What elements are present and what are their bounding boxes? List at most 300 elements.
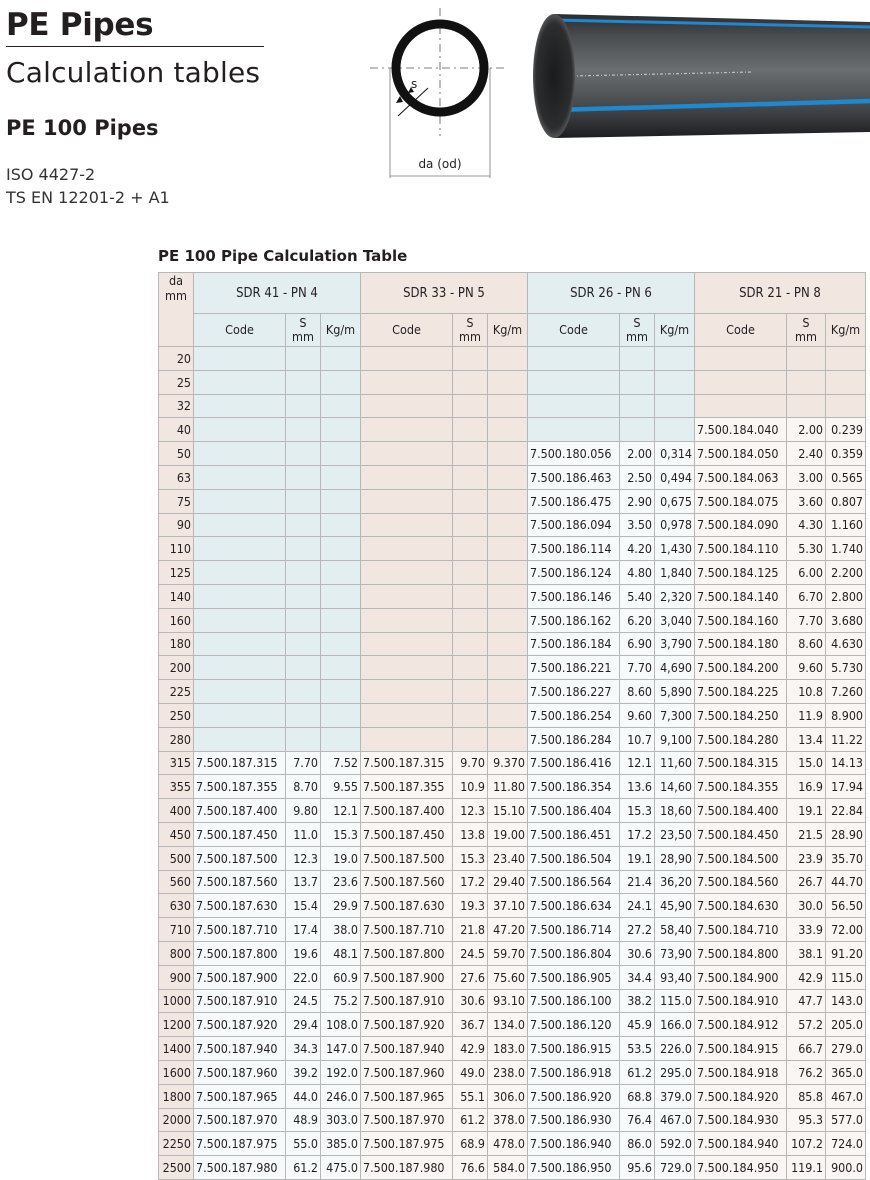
kg-m-cell: 5,890 xyxy=(655,680,695,704)
s-mm-cell xyxy=(620,370,655,394)
kg-m-cell: 60.9 xyxy=(321,965,361,989)
s-mm-cell: 33.9 xyxy=(787,918,826,942)
da-column-header xyxy=(159,273,194,347)
kg-m-cell: 14.13 xyxy=(826,751,866,775)
kg-m-cell: 9,100 xyxy=(655,727,695,751)
code-cell: 7.500.186.475 xyxy=(528,489,620,513)
da-header-unit: mm xyxy=(165,288,187,303)
s-mm-cell: 4.20 xyxy=(620,537,655,561)
s-mm-cell xyxy=(286,608,321,632)
kg-m-cell: 29.9 xyxy=(321,894,361,918)
kg-m-cell xyxy=(321,680,361,704)
s-mm-cell xyxy=(453,394,488,418)
table-row xyxy=(159,1084,866,1108)
da-cell: 225 xyxy=(159,680,194,704)
s-mm-cell: 57.2 xyxy=(787,1013,826,1037)
kg-m-cell: 7,300 xyxy=(655,703,695,727)
code-cell xyxy=(528,418,620,442)
s-mm-cell xyxy=(286,465,321,489)
code-cell xyxy=(194,537,286,561)
kg-m-cell xyxy=(488,632,528,656)
s-mm-cell xyxy=(453,632,488,656)
s-mm-cell: 38.2 xyxy=(620,989,655,1013)
kg-m-cell: 4.630 xyxy=(826,632,866,656)
s-mm-cell: 15.4 xyxy=(286,894,321,918)
s-mm-cell: 53.5 xyxy=(620,1037,655,1061)
code-cell xyxy=(194,727,286,751)
s-mm-cell xyxy=(286,584,321,608)
kg-m-cell xyxy=(655,347,695,371)
kg-m-cell xyxy=(488,418,528,442)
s-mm-cell xyxy=(286,561,321,585)
s-mm-cell: 10.7 xyxy=(620,727,655,751)
kg-m-cell: 19.00 xyxy=(488,822,528,846)
code-cell: 7.500.186.918 xyxy=(528,1060,620,1084)
s-mm-cell: 4.80 xyxy=(620,561,655,585)
s-mm-cell: 8.60 xyxy=(787,632,826,656)
code-cell: 7.500.187.970 xyxy=(361,1108,453,1132)
s-mm-cell xyxy=(453,370,488,394)
kg-m-cell: 238.0 xyxy=(488,1060,528,1084)
da-cell: 2500 xyxy=(159,1156,194,1180)
kg-m-cell xyxy=(488,489,528,513)
s-mm-cell: 6.70 xyxy=(787,584,826,608)
code-cell: 7.500.187.630 xyxy=(361,894,453,918)
kg-m-cell: 303.0 xyxy=(321,1108,361,1132)
code-cell: 7.500.186.416 xyxy=(528,751,620,775)
kg-m-cell xyxy=(826,394,866,418)
s-mm-cell: 21.5 xyxy=(787,822,826,846)
kg-m-cell: 192.0 xyxy=(321,1060,361,1084)
s-mm-header xyxy=(453,314,488,347)
s-header-unit: mm xyxy=(626,329,648,344)
da-cell: 630 xyxy=(159,894,194,918)
s-header-label: S xyxy=(299,315,307,330)
code-cell: 7.500.187.975 xyxy=(361,1132,453,1156)
kg-m-cell: 0.239 xyxy=(826,418,866,442)
code-cell: 7.500.187.400 xyxy=(194,799,286,823)
da-cell: 25 xyxy=(159,370,194,394)
s-mm-cell xyxy=(453,347,488,371)
kg-m-cell xyxy=(321,465,361,489)
code-cell xyxy=(361,537,453,561)
code-cell xyxy=(361,370,453,394)
s-mm-cell: 9.70 xyxy=(453,751,488,775)
s-mm-cell: 10.9 xyxy=(453,775,488,799)
kg-m-cell: 15.3 xyxy=(321,822,361,846)
section-title: PE 100 Pipes xyxy=(6,116,159,140)
code-cell: 7.500.184.050 xyxy=(695,442,787,466)
da-cell: 40 xyxy=(159,418,194,442)
table-row xyxy=(159,513,866,537)
kg-m-cell: 0,978 xyxy=(655,513,695,537)
code-cell: 7.500.187.710 xyxy=(361,918,453,942)
table-row xyxy=(159,489,866,513)
code-cell xyxy=(194,632,286,656)
kg-m-cell xyxy=(321,489,361,513)
s-mm-cell: 42.9 xyxy=(453,1037,488,1061)
s-mm-cell: 22.0 xyxy=(286,965,321,989)
s-mm-cell: 7.70 xyxy=(620,656,655,680)
kg-m-cell: 47.20 xyxy=(488,918,528,942)
s-mm-cell xyxy=(620,418,655,442)
s-mm-cell xyxy=(453,680,488,704)
code-cell: 7.500.187.355 xyxy=(361,775,453,799)
kg-m-cell: 7.52 xyxy=(321,751,361,775)
s-header-unit: mm xyxy=(292,329,314,344)
s-mm-cell: 19.1 xyxy=(620,846,655,870)
kg-m-cell: 75.60 xyxy=(488,965,528,989)
kg-m-cell: 478.0 xyxy=(488,1132,528,1156)
s-mm-cell: 21.4 xyxy=(620,870,655,894)
table-row xyxy=(159,370,866,394)
table-row xyxy=(159,870,866,894)
s-mm-cell: 7.70 xyxy=(787,608,826,632)
kg-m-cell: 48.1 xyxy=(321,941,361,965)
da-cell: 560 xyxy=(159,870,194,894)
code-cell: 7.500.184.160 xyxy=(695,608,787,632)
da-cell: 200 xyxy=(159,656,194,680)
s-mm-cell: 6.90 xyxy=(620,632,655,656)
code-cell: 7.500.187.355 xyxy=(194,775,286,799)
code-cell: 7.500.186.146 xyxy=(528,584,620,608)
s-mm-cell: 21.8 xyxy=(453,918,488,942)
code-cell: 7.500.187.970 xyxy=(194,1108,286,1132)
kg-m-cell xyxy=(488,513,528,537)
s-mm-cell xyxy=(453,465,488,489)
code-cell: 7.500.180.056 xyxy=(528,442,620,466)
code-cell: 7.500.187.960 xyxy=(361,1060,453,1084)
code-cell xyxy=(361,703,453,727)
s-mm-cell xyxy=(286,347,321,371)
s-mm-cell: 66.7 xyxy=(787,1037,826,1061)
group-header-sdr41: SDR 41 - PN 4 xyxy=(194,273,361,314)
table-row xyxy=(159,1132,866,1156)
table-row xyxy=(159,703,866,727)
s-mm-cell: 39.2 xyxy=(286,1060,321,1084)
code-cell: 7.500.184.280 xyxy=(695,727,787,751)
kg-m-cell: 306.0 xyxy=(488,1084,528,1108)
s-mm-cell: 15.0 xyxy=(787,751,826,775)
s-mm-cell: 12.1 xyxy=(620,751,655,775)
kg-m-cell: 385.0 xyxy=(321,1132,361,1156)
kg-m-cell: 3,040 xyxy=(655,608,695,632)
kg-m-cell xyxy=(655,370,695,394)
kg-m-cell: 15.10 xyxy=(488,799,528,823)
code-cell: 7.500.184.400 xyxy=(695,799,787,823)
kg-m-cell xyxy=(826,347,866,371)
kg-m-cell xyxy=(321,703,361,727)
kg-m-cell: 2.800 xyxy=(826,584,866,608)
s-mm-cell: 3.60 xyxy=(787,489,826,513)
s-mm-cell: 34.4 xyxy=(620,965,655,989)
kg-m-cell: 467.0 xyxy=(655,1108,695,1132)
da-cell: 110 xyxy=(159,537,194,561)
code-cell: 7.500.184.063 xyxy=(695,465,787,489)
code-cell: 7.500.184.920 xyxy=(695,1084,787,1108)
kg-m-cell xyxy=(488,680,528,704)
da-cell: 315 xyxy=(159,751,194,775)
s-mm-cell: 17.2 xyxy=(453,870,488,894)
s-mm-cell: 9.80 xyxy=(286,799,321,823)
kg-m-cell xyxy=(321,537,361,561)
table-row xyxy=(159,442,866,466)
da-cell: 160 xyxy=(159,608,194,632)
code-cell: 7.500.187.560 xyxy=(194,870,286,894)
code-cell: 7.500.187.910 xyxy=(194,989,286,1013)
da-cell: 355 xyxy=(159,775,194,799)
code-cell xyxy=(194,513,286,537)
code-cell: 7.500.186.634 xyxy=(528,894,620,918)
pe-pipe-image xyxy=(532,10,870,140)
s-mm-cell xyxy=(286,489,321,513)
kg-m-cell: 38.0 xyxy=(321,918,361,942)
code-cell: 7.500.184.315 xyxy=(695,751,787,775)
kg-m-cell: 0.565 xyxy=(826,465,866,489)
s-mm-cell: 68.9 xyxy=(453,1132,488,1156)
code-cell: 7.500.186.905 xyxy=(528,965,620,989)
group-header-sdr26: SDR 26 - PN 6 xyxy=(528,273,695,314)
code-cell: 7.500.184.950 xyxy=(695,1156,787,1180)
kg-m-cell: 3.680 xyxy=(826,608,866,632)
s-mm-cell xyxy=(787,347,826,371)
code-cell: 7.500.186.920 xyxy=(528,1084,620,1108)
s-mm-cell: 44.0 xyxy=(286,1084,321,1108)
code-cell: 7.500.186.227 xyxy=(528,680,620,704)
kg-m-cell: 3,790 xyxy=(655,632,695,656)
kg-m-header: Kg/m xyxy=(488,314,528,347)
code-cell: 7.500.184.450 xyxy=(695,822,787,846)
table-row xyxy=(159,894,866,918)
code-cell xyxy=(528,347,620,371)
s-mm-cell: 2.40 xyxy=(787,442,826,466)
kg-m-cell xyxy=(321,347,361,371)
code-cell xyxy=(194,703,286,727)
thickness-label: s xyxy=(411,77,418,91)
kg-m-cell xyxy=(655,418,695,442)
kg-m-cell: 295.0 xyxy=(655,1060,695,1084)
code-cell: 7.500.187.965 xyxy=(361,1084,453,1108)
code-cell: 7.500.186.915 xyxy=(528,1037,620,1061)
code-cell xyxy=(361,680,453,704)
s-mm-cell xyxy=(453,656,488,680)
code-cell: 7.500.187.450 xyxy=(194,822,286,846)
kg-m-cell xyxy=(321,370,361,394)
code-cell xyxy=(194,489,286,513)
code-cell: 7.500.187.940 xyxy=(361,1037,453,1061)
code-cell: 7.500.186.930 xyxy=(528,1108,620,1132)
s-mm-cell: 23.9 xyxy=(787,846,826,870)
s-mm-cell: 27.2 xyxy=(620,918,655,942)
kg-m-cell: 29.40 xyxy=(488,870,528,894)
kg-m-cell: 8.900 xyxy=(826,703,866,727)
s-mm-cell: 95.3 xyxy=(787,1108,826,1132)
table-row xyxy=(159,965,866,989)
code-cell xyxy=(361,656,453,680)
s-mm-header xyxy=(787,314,826,347)
kg-m-cell: 108.0 xyxy=(321,1013,361,1037)
code-cell: 7.500.187.920 xyxy=(361,1013,453,1037)
kg-m-cell: 577.0 xyxy=(826,1108,866,1132)
code-cell: 7.500.187.940 xyxy=(194,1037,286,1061)
code-cell: 7.500.184.940 xyxy=(695,1132,787,1156)
code-cell: 7.500.184.090 xyxy=(695,513,787,537)
kg-m-cell: 467.0 xyxy=(826,1084,866,1108)
kg-m-cell: 9.370 xyxy=(488,751,528,775)
da-cell: 1200 xyxy=(159,1013,194,1037)
code-cell: 7.500.186.804 xyxy=(528,941,620,965)
s-mm-cell: 76.4 xyxy=(620,1108,655,1132)
table-row xyxy=(159,1037,866,1061)
kg-m-cell: 18,60 xyxy=(655,799,695,823)
s-mm-cell: 26.7 xyxy=(787,870,826,894)
s-mm-cell: 61.2 xyxy=(620,1060,655,1084)
s-mm-cell: 38.1 xyxy=(787,941,826,965)
code-cell xyxy=(194,442,286,466)
kg-m-cell: 56.50 xyxy=(826,894,866,918)
code-cell: 7.500.187.960 xyxy=(194,1060,286,1084)
s-mm-cell: 27.6 xyxy=(453,965,488,989)
s-mm-cell xyxy=(286,442,321,466)
kg-m-cell: 2.200 xyxy=(826,561,866,585)
da-cell: 250 xyxy=(159,703,194,727)
s-mm-cell: 47.7 xyxy=(787,989,826,1013)
kg-m-cell xyxy=(321,561,361,585)
code-cell xyxy=(361,584,453,608)
kg-m-cell: 0,675 xyxy=(655,489,695,513)
kg-m-cell: 378.0 xyxy=(488,1108,528,1132)
table-row xyxy=(159,751,866,775)
kg-m-header: Kg/m xyxy=(321,314,361,347)
kg-m-cell xyxy=(488,442,528,466)
kg-m-cell: 134.0 xyxy=(488,1013,528,1037)
table-row xyxy=(159,1108,866,1132)
kg-m-cell: 724.0 xyxy=(826,1132,866,1156)
kg-m-cell xyxy=(488,703,528,727)
code-cell xyxy=(194,680,286,704)
kg-m-cell xyxy=(488,347,528,371)
s-mm-cell: 55.0 xyxy=(286,1132,321,1156)
code-cell xyxy=(194,347,286,371)
table-row xyxy=(159,918,866,942)
kg-m-cell: 28,90 xyxy=(655,846,695,870)
kg-m-cell: 9.55 xyxy=(321,775,361,799)
code-cell: 7.500.187.710 xyxy=(194,918,286,942)
s-mm-cell xyxy=(286,394,321,418)
code-cell xyxy=(361,608,453,632)
s-mm-cell: 12.3 xyxy=(286,846,321,870)
code-cell xyxy=(695,394,787,418)
s-mm-cell: 19.3 xyxy=(453,894,488,918)
kg-m-cell: 28.90 xyxy=(826,822,866,846)
kg-m-cell: 115.0 xyxy=(826,965,866,989)
da-cell: 280 xyxy=(159,727,194,751)
s-mm-cell: 24.5 xyxy=(286,989,321,1013)
kg-m-cell xyxy=(321,394,361,418)
code-cell: 7.500.184.140 xyxy=(695,584,787,608)
kg-m-cell: 23.6 xyxy=(321,870,361,894)
s-mm-cell: 55.1 xyxy=(453,1084,488,1108)
s-mm-cell: 9.60 xyxy=(787,656,826,680)
kg-m-cell xyxy=(488,727,528,751)
kg-m-cell: 22.84 xyxy=(826,799,866,823)
code-cell: 7.500.184.912 xyxy=(695,1013,787,1037)
code-cell xyxy=(695,347,787,371)
s-mm-header xyxy=(620,314,655,347)
s-mm-cell: 13.6 xyxy=(620,775,655,799)
kg-m-cell xyxy=(321,584,361,608)
code-cell: 7.500.184.910 xyxy=(695,989,787,1013)
table-row xyxy=(159,418,866,442)
da-cell: 50 xyxy=(159,442,194,466)
code-cell: 7.500.187.980 xyxy=(361,1156,453,1180)
da-cell: 90 xyxy=(159,513,194,537)
kg-m-cell xyxy=(488,656,528,680)
kg-m-cell xyxy=(321,632,361,656)
da-cell: 500 xyxy=(159,846,194,870)
table-row xyxy=(159,584,866,608)
da-cell: 800 xyxy=(159,941,194,965)
da-cell: 710 xyxy=(159,918,194,942)
code-cell: 7.500.187.500 xyxy=(194,846,286,870)
kg-m-cell xyxy=(321,656,361,680)
kg-m-cell: 115.0 xyxy=(655,989,695,1013)
s-mm-cell xyxy=(286,727,321,751)
code-cell xyxy=(194,418,286,442)
s-mm-cell xyxy=(453,513,488,537)
table-row xyxy=(159,941,866,965)
s-mm-cell: 6.20 xyxy=(620,608,655,632)
kg-m-cell: 729.0 xyxy=(655,1156,695,1180)
kg-m-header: Kg/m xyxy=(655,314,695,347)
kg-m-cell: 58,40 xyxy=(655,918,695,942)
code-cell: 7.500.184.930 xyxy=(695,1108,787,1132)
code-cell: 7.500.186.221 xyxy=(528,656,620,680)
kg-m-cell xyxy=(488,537,528,561)
kg-m-cell: 0,494 xyxy=(655,465,695,489)
kg-m-cell: 1.740 xyxy=(826,537,866,561)
s-mm-cell: 2.50 xyxy=(620,465,655,489)
kg-m-cell: 205.0 xyxy=(826,1013,866,1037)
code-cell: 7.500.184.250 xyxy=(695,703,787,727)
kg-m-cell xyxy=(488,608,528,632)
code-cell: 7.500.187.400 xyxy=(361,799,453,823)
s-mm-cell: 13.4 xyxy=(787,727,826,751)
s-mm-cell xyxy=(787,370,826,394)
s-mm-cell xyxy=(286,513,321,537)
s-mm-cell: 42.9 xyxy=(787,965,826,989)
s-mm-cell: 8.60 xyxy=(620,680,655,704)
kg-m-cell: 1,840 xyxy=(655,561,695,585)
code-cell: 7.500.184.180 xyxy=(695,632,787,656)
code-cell: 7.500.184.560 xyxy=(695,870,787,894)
code-cell xyxy=(528,370,620,394)
kg-m-cell: 279.0 xyxy=(826,1037,866,1061)
kg-m-cell: 91.20 xyxy=(826,941,866,965)
group-header-sdr21: SDR 21 - PN 8 xyxy=(695,273,866,314)
s-mm-cell: 9.60 xyxy=(620,703,655,727)
code-cell xyxy=(361,632,453,656)
s-mm-cell: 2.90 xyxy=(620,489,655,513)
kg-m-cell xyxy=(826,370,866,394)
code-cell: 7.500.184.355 xyxy=(695,775,787,799)
s-mm-cell: 2.00 xyxy=(620,442,655,466)
code-cell: 7.500.186.463 xyxy=(528,465,620,489)
table-row xyxy=(159,846,866,870)
kg-m-cell: 11.22 xyxy=(826,727,866,751)
table-caption: PE 100 Pipe Calculation Table xyxy=(158,247,408,265)
kg-m-cell: 72.00 xyxy=(826,918,866,942)
